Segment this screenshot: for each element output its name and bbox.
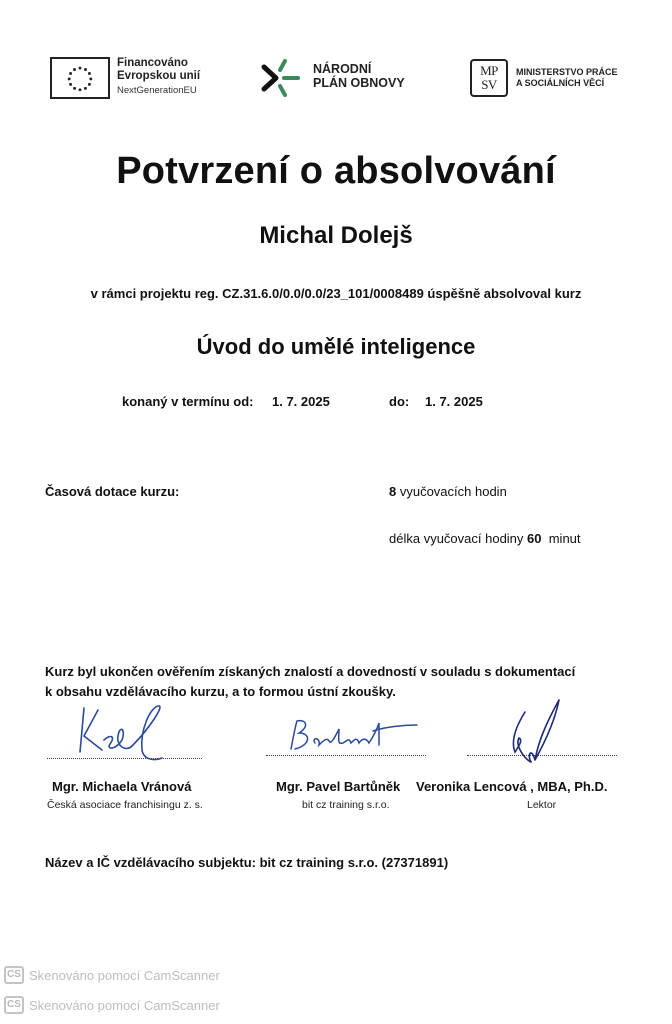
- recipient-name: Michal Dolejš: [259, 222, 413, 249]
- hours-label: Časová dotace kurzu:: [45, 484, 180, 499]
- completion-statement: Kurz byl ukončen ověřením získaných znalostí a dovedností v souladu s dokumentací k obsahu vzdělávacího kurzu, a to formou ústní zkoušky.: [45, 664, 576, 699]
- signature-line-1: [47, 758, 202, 759]
- signer-3-name: Veronika Lencová , MBA, Ph.D.: [416, 779, 608, 794]
- term-from-date: 1. 7. 2025: [272, 394, 330, 409]
- mpsv-logo-icon: MP SV: [470, 59, 508, 97]
- signer-3-role: Lektor: [527, 799, 557, 811]
- npo-logo-icon: [258, 57, 306, 99]
- signer-2-name: Mgr. Pavel Bartůněk: [276, 779, 401, 794]
- project-line: v rámci projektu reg. CZ.31.6.0/0.0/0.0/23_101/0008489 úspěšně absolvoval kurz: [90, 286, 582, 301]
- lesson-length: délka vyučovací hodiny 60 minut: [389, 531, 581, 546]
- term-to-date: 1. 7. 2025: [425, 394, 483, 409]
- signature-line-3: [467, 755, 617, 756]
- signer-1-organization: Česká asociace franchisingu z. s.: [47, 799, 203, 811]
- camscanner-icon: CS: [4, 996, 24, 1014]
- course-name: Úvod do umělé inteligence: [196, 334, 476, 359]
- signature-lencova-icon: [505, 698, 565, 770]
- camscanner-watermark: CS Skenováno pomocí CamScanner: [4, 966, 220, 984]
- signer-1-name: Mgr. Michaela Vránová: [52, 779, 192, 794]
- camscanner-watermark: CS Skenováno pomocí CamScanner: [4, 996, 220, 1014]
- signature-vranova-icon: [70, 700, 180, 766]
- signature-line-2: [266, 755, 426, 756]
- term-to-label: do:: [389, 394, 410, 409]
- term-label: konaný v termínu od:: [122, 394, 254, 409]
- signature-bartunek-icon: [285, 715, 420, 755]
- eu-funding-label: Financováno Evropskou unií NextGenerationEU: [117, 57, 201, 96]
- camscanner-icon: CS: [4, 966, 24, 984]
- signer-2-organization: bit cz training s.r.o.: [302, 799, 390, 811]
- eu-flag-icon: [50, 57, 110, 99]
- provider-info: Název a IČ vzdělávacího subjektu: bit cz training s.r.o. (27371891): [45, 855, 449, 870]
- certificate-title: Potvrzení o absolvování: [116, 150, 556, 192]
- hours-value: 8 vyučovacích hodin: [389, 484, 507, 499]
- npo-label: NÁRODNÍ PLÁN OBNOVY: [313, 62, 405, 90]
- mpsv-label: MINISTERSTVO PRÁCE A SOCIÁLNÍCH VĚCÍ: [516, 67, 618, 88]
